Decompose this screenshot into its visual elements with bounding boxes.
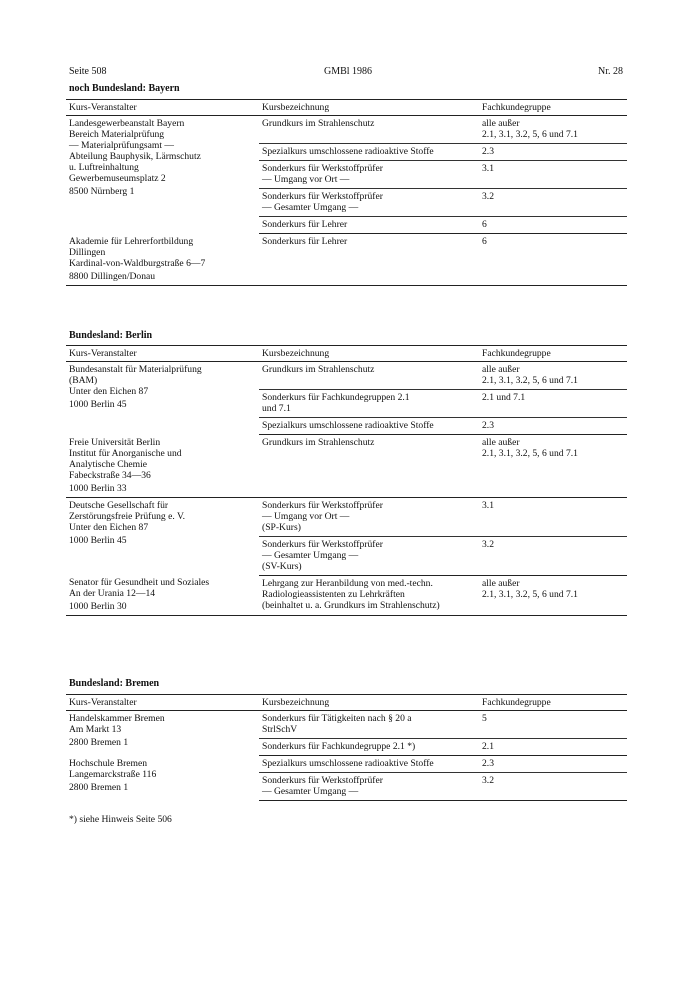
subject-group-line: 6 <box>482 236 487 247</box>
organizer-address-line: Handelskammer Bremen <box>69 713 165 724</box>
column-header-org: Kurs-Veranstalter <box>66 100 259 116</box>
course-name-line: — Gesamter Umgang — <box>262 549 359 561</box>
table-row <box>66 362 627 390</box>
organizer-cell <box>66 575 259 616</box>
organizer-address-line: Analytische Chemie <box>69 458 148 470</box>
course-name-line: Sonderkurs für Lehrer <box>262 236 348 247</box>
table-row <box>66 435 627 498</box>
subject-group-line: 3.1 <box>482 163 494 174</box>
subject-group-cell <box>479 217 627 234</box>
subject-group-cell <box>479 390 627 418</box>
subject-group-cell <box>479 116 627 144</box>
table-header-row <box>66 346 627 362</box>
issue-number: Nr. 28 <box>598 66 623 77</box>
table-berlin <box>66 345 627 616</box>
subject-group-line: 3.1 <box>482 499 494 511</box>
table-header-row <box>66 100 627 116</box>
course-name-line: Sonderkurs für Werkstoffprüfer <box>262 163 383 174</box>
course-name-line: (SP-Kurs) <box>262 521 301 533</box>
course-name-cell <box>259 575 479 616</box>
subject-group-cell <box>479 739 627 756</box>
table-row <box>66 497 627 536</box>
subject-group-cell <box>479 497 627 536</box>
column-header-course: Kursbezeichnung <box>259 695 479 711</box>
course-name-line: (SV-Kurs) <box>262 560 302 572</box>
subject-group-cell <box>479 435 627 498</box>
subject-group-line: 3.2 <box>482 775 494 786</box>
organizer-city: 1000 Berlin 33 <box>69 482 127 494</box>
organizer-cell <box>66 756 259 801</box>
course-name-line: Sonderkurs für Werkstoffprüfer <box>262 499 383 511</box>
organizer-address-line: Langemarckstraße 116 <box>69 768 157 780</box>
course-name-line: Sonderkurs für Werkstoffprüfer <box>262 775 383 786</box>
organizer-address-line: Dillingen <box>69 246 106 258</box>
subject-group-cell <box>479 575 627 616</box>
subject-group-cell <box>479 711 627 739</box>
organizer-address-line: Deutsche Gesellschaft für <box>69 499 169 511</box>
column-header-course: Kursbezeichnung <box>259 100 479 116</box>
organizer-address-line: Am Markt 13 <box>69 724 122 735</box>
subject-group-line: alle außer <box>482 118 520 129</box>
organizer-city: 1000 Berlin 45 <box>69 399 127 410</box>
subject-group-cell <box>479 144 627 161</box>
organizer-address-line: Akademie für Lehrerfortbildung <box>69 235 194 247</box>
course-name-cell <box>259 756 479 773</box>
subject-group-line: 2.1, 3.1, 3.2, 5, 6 und 7.1 <box>482 375 578 386</box>
organizer-address-line: Gewerbemuseumsplatz 2 <box>69 173 166 184</box>
organizer-address-line: Senator für Gesundheit und Soziales <box>69 577 210 588</box>
course-name-cell <box>259 144 479 161</box>
subject-group-cell <box>479 234 627 286</box>
subject-group-line: 2.1, 3.1, 3.2, 5, 6 und 7.1 <box>482 448 578 459</box>
organizer-address-line: — Materialprüfungsamt — <box>69 140 174 151</box>
subject-group-cell <box>479 536 627 575</box>
column-header-course: Kursbezeichnung <box>259 346 479 362</box>
organizer-address-line: Abteilung Bauphysik, Lärmschutz <box>69 151 201 162</box>
organizer-cell <box>66 711 259 756</box>
section-title-bayern: noch Bundesland: Bayern <box>69 83 180 94</box>
subject-group-line: 2.1 und 7.1 <box>482 392 526 403</box>
organizer-city: 1000 Berlin 45 <box>69 534 127 546</box>
organizer-address-line: An der Urania 12—14 <box>69 588 156 599</box>
course-name-line: und 7.1 <box>262 403 291 414</box>
organizer-address-line: Fabeckstraße 34—36 <box>69 469 151 481</box>
course-name-line: Radiologieassistenten zu Lehrkräften <box>262 588 405 600</box>
subject-group-line: 2.3 <box>482 146 494 157</box>
course-name-line: Sonderkurs für Fachkundegruppen 2.1 <box>262 392 410 403</box>
subject-group-line: alle außer <box>482 364 520 375</box>
subject-group-cell <box>479 418 627 435</box>
course-name-cell <box>259 234 479 286</box>
organizer-address-line: u. Luftreinhaltung <box>69 162 139 173</box>
table-bremen <box>66 694 627 801</box>
organizer-address-line: Unter den Eichen 87 <box>69 521 149 533</box>
table-row <box>66 575 627 616</box>
course-name-cell <box>259 217 479 234</box>
subject-group-cell <box>479 362 627 390</box>
section-title-berlin: Bundesland: Berlin <box>69 330 153 341</box>
table-row <box>66 711 627 739</box>
organizer-address-line: Unter den Eichen 87 <box>69 386 149 397</box>
organizer-cell <box>66 234 259 286</box>
subject-group-cell <box>479 756 627 773</box>
table-row <box>66 116 627 144</box>
course-name-cell <box>259 739 479 756</box>
course-name-cell <box>259 418 479 435</box>
subject-group-line: 3.2 <box>482 538 494 550</box>
course-name-line: (beinhaltet u. a. Grundkurs im Strahlenschutz) <box>262 599 440 611</box>
course-name-line: — Umgang vor Ort — <box>262 174 350 185</box>
course-name-cell <box>259 390 479 418</box>
course-name-line: Grundkurs im Strahlenschutz <box>262 437 375 448</box>
course-name-cell <box>259 189 479 217</box>
organizer-city: 2800 Bremen 1 <box>69 781 129 793</box>
subject-group-line: 2.3 <box>482 420 494 431</box>
course-name-line: Lehrgang zur Heranbildung von med.-techn. <box>262 577 433 589</box>
organizer-cell <box>66 116 259 234</box>
course-name-cell <box>259 711 479 739</box>
organizer-cell <box>66 435 259 498</box>
subject-group-line: 5 <box>482 713 487 724</box>
page-number: Seite 508 <box>69 66 107 77</box>
course-name-cell <box>259 362 479 390</box>
organizer-address-line: Landesgewerbeanstalt Bayern <box>69 118 185 129</box>
organizer-address-line: (BAM) <box>69 375 98 386</box>
organizer-city: 8500 Nürnberg 1 <box>69 186 135 197</box>
organizer-address-line: Bundesanstalt für Materialprüfung <box>69 364 202 375</box>
table-header-row <box>66 695 627 711</box>
subject-group-line: 3.2 <box>482 191 494 202</box>
course-name-cell <box>259 116 479 144</box>
subject-group-line: 6 <box>482 219 487 230</box>
organizer-address-line: Institut für Anorganische und <box>69 447 182 459</box>
subject-group-line: alle außer <box>482 577 520 589</box>
subject-group-line: 2.1, 3.1, 3.2, 5, 6 und 7.1 <box>482 129 578 140</box>
subject-group-cell <box>479 161 627 189</box>
table-row <box>66 234 627 286</box>
organizer-cell <box>66 362 259 435</box>
course-name-line: Sonderkurs für Werkstoffprüfer <box>262 538 383 550</box>
organizer-address-line: Freie Universität Berlin <box>69 436 161 448</box>
subject-group-line: 2.3 <box>482 758 494 769</box>
subject-group-line: 2.1, 3.1, 3.2, 5, 6 und 7.1 <box>482 588 578 600</box>
course-name-cell <box>259 161 479 189</box>
course-name-line: Spezialkurs umschlossene radioaktive Stoffe <box>262 420 434 431</box>
organizer-city: 1000 Berlin 30 <box>69 601 127 612</box>
course-name-cell <box>259 497 479 536</box>
column-header-group: Fachkundegruppe <box>479 695 627 711</box>
column-header-group: Fachkundegruppe <box>479 346 627 362</box>
course-name-cell <box>259 536 479 575</box>
course-name-line: Grundkurs im Strahlenschutz <box>262 118 375 129</box>
course-name-line: — Umgang vor Ort — <box>262 510 350 522</box>
course-name-line: Sonderkurs für Fachkundegruppe 2.1 *) <box>262 741 416 752</box>
course-name-cell <box>259 435 479 498</box>
column-header-org: Kurs-Veranstalter <box>66 346 259 362</box>
organizer-cell <box>66 497 259 575</box>
organizer-address-line: Kardinal-von-Waldburgstraße 6—7 <box>69 257 206 269</box>
subject-group-cell <box>479 773 627 801</box>
course-name-line: Sonderkurs für Lehrer <box>262 219 348 230</box>
table-bayern <box>66 99 627 286</box>
organizer-address-line: Zerstörungsfreie Prüfung e. V. <box>69 510 186 522</box>
table-row <box>66 756 627 773</box>
subject-group-line: 2.1 <box>482 741 494 752</box>
organizer-city: 8800 Dillingen/Donau <box>69 270 156 282</box>
organizer-address-line: Hochschule Bremen <box>69 757 148 769</box>
course-name-line: Spezialkurs umschlossene radioaktive Stoffe <box>262 758 434 769</box>
subject-group-line: alle außer <box>482 437 520 448</box>
course-name-line: Spezialkurs umschlossene radioaktive Stoffe <box>262 146 434 157</box>
organizer-city: 2800 Bremen 1 <box>69 737 129 748</box>
course-name-line: Grundkurs im Strahlenschutz <box>262 364 375 375</box>
column-header-org: Kurs-Veranstalter <box>66 695 259 711</box>
course-name-line: Sonderkurs für Tätigkeiten nach § 20 a <box>262 713 412 724</box>
course-name-line: Sonderkurs für Werkstoffprüfer <box>262 191 383 202</box>
column-header-group: Fachkundegruppe <box>479 100 627 116</box>
journal-title: GMBl 1986 <box>324 66 373 77</box>
course-name-line: — Gesamter Umgang — <box>262 202 359 213</box>
course-name-line: — Gesamter Umgang — <box>262 786 359 797</box>
footnote: *) siehe Hinweis Seite 506 <box>69 814 172 825</box>
course-name-line: StrlSchV <box>262 724 298 735</box>
course-name-cell <box>259 773 479 801</box>
section-title-bremen: Bundesland: Bremen <box>69 678 160 689</box>
organizer-address-line: Bereich Materialprüfung <box>69 129 165 140</box>
subject-group-cell <box>479 189 627 217</box>
